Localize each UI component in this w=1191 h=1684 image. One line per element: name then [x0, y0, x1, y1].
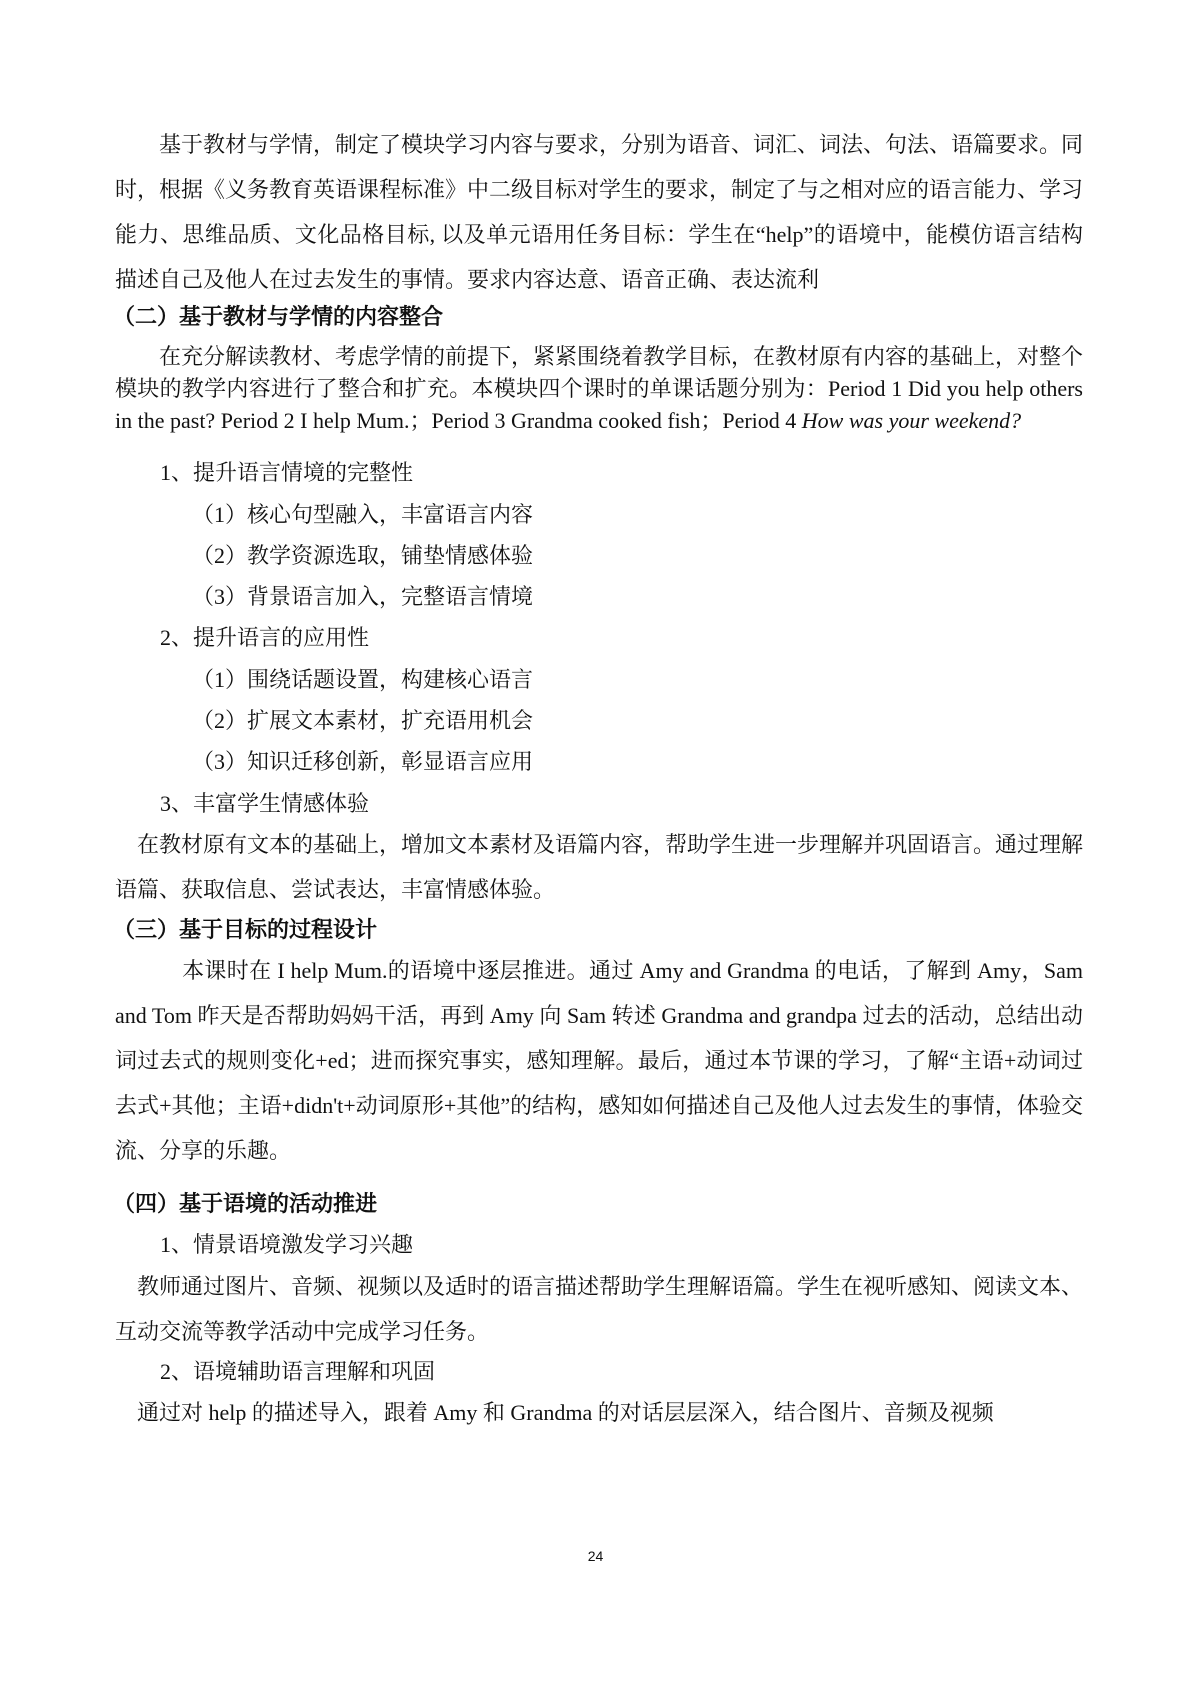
list-item-4-2: 2、语境辅助语言理解和巩固	[160, 1359, 436, 1384]
list-item-2: 2、提升语言的应用性	[160, 625, 370, 650]
section-heading-2: （二）基于教材与学情的内容整合	[113, 304, 444, 329]
paragraph-integration-text: 在充分解读教材、考虑学情的前提下，紧紧围绕着教学目标，在教材原有内容的基础上，对整个模块的教学内容进行了整合和扩充。本模块四个课时的单课话题分别为：Period 1 Did you help others in the past? Period 2 I help Mum.；Period 3 Grandma cooked fish；Period 4	[115, 344, 1084, 433]
list-item-1: 1、提升语言情境的完整性	[160, 460, 414, 485]
list-item-1-1: （1）核心句型融入，丰富语言内容	[192, 502, 534, 527]
list-item-2-1: （1）围绕话题设置，构建核心语言	[192, 667, 534, 692]
paragraph-context: 教师通过图片、音频、视频以及适时的语言描述帮助学生理解语篇。学生在视听感知、阅读文本、互动交流等教学活动中完成学习任务。	[115, 1274, 1084, 1344]
list-item-3: 3、丰富学生情感体验	[160, 791, 370, 816]
paragraph-process-design: 本课时在 I help Mum.的语境中逐层推进。通过 Amy and Grandma 的电话，了解到 Amy，Sam and Tom 昨天是否帮助妈妈干活，再到 Amy 向 Sam 转述 Grandma and grandpa 过去的活动，总结出动词过去式的规则变化+ed；进而探究事实，感知理解。最后，通过本节课的学习，了解“主语+动词过去式+其他；主语+didn't+动词原形+其他”的结构，感知如何描述自己及他人过去发生的事情，体验交流、分享的乐趣。	[115, 958, 1083, 1163]
paragraph-help: 通过对 help 的描述导入，跟着 Amy 和 Grandma 的对话层层深入，结合图片、音频及视频	[115, 1400, 994, 1425]
page-number: 24	[587, 1548, 604, 1564]
section-heading-3: （三）基于目标的过程设计	[113, 917, 378, 942]
list-item-4-1: 1、情景语境激发学习兴趣	[160, 1232, 414, 1257]
paragraph-requirements: 基于教材与学情，制定了模块学习内容与要求，分别为语音、词汇、词法、句法、语篇要求。同时，根据《义务教育英语课程标准》中二级目标对学生的要求，制定了与之相对应的语言能力、学习能力、思维品质、文化品格目标, 以及单元语用任务目标：学生在“help”的语境中，能模仿语言结构描述自己及他人在过去发生的事情。要求内容达意、语音正确、表达流利	[115, 132, 1084, 292]
paragraph-emotion: 在教材原有文本的基础上，增加文本素材及语篇内容，帮助学生进一步理解并巩固语言。通过理解语篇、获取信息、尝试表达，丰富情感体验。	[115, 832, 1084, 902]
paragraph-integration	[115, 341, 1083, 437]
list-item-2-3: （3）知识迁移创新，彰显语言应用	[192, 749, 534, 774]
section-heading-4: （四）基于语境的活动推进	[113, 1191, 378, 1216]
list-item-1-2: （2）教学资源选取，铺垫情感体验	[192, 543, 534, 568]
list-item-2-2: （2）扩展文本素材，扩充语用机会	[192, 708, 534, 733]
list-item-1-3: （3）背景语言加入，完整语言情境	[192, 584, 534, 609]
paragraph-integration-italic: How was your weekend?	[801, 408, 1022, 433]
